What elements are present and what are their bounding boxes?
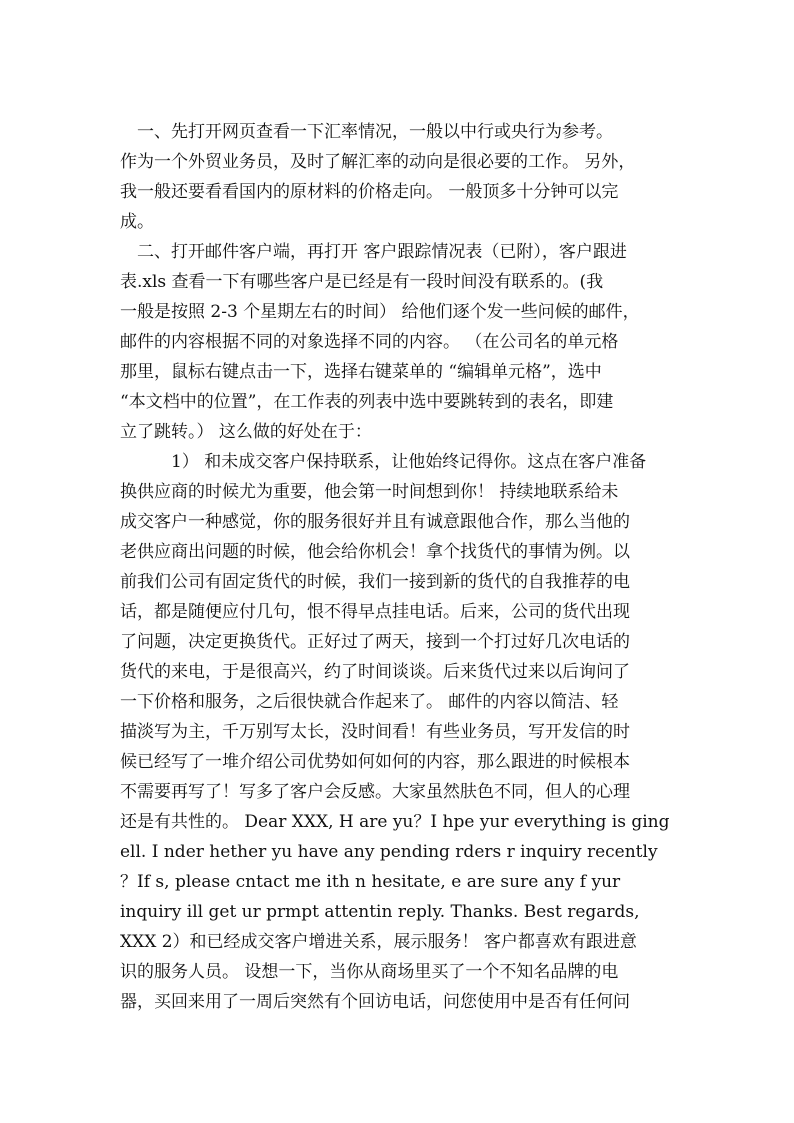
text-line: 一、先打开网页查看一下汇率情况，一般以中行或央行为参考。 <box>120 122 613 142</box>
text-line: 了问题，决定更换货代。正好过了两天，接到一个打过好几次电话的 <box>120 632 630 652</box>
document-body <box>120 117 680 1017</box>
text-line: 我一般还要看看国内的原材料的价格走向。 一般顶多十分钟可以完 <box>120 182 619 202</box>
text-line: 不需要再写了！写多了客户会反感。大家虽然肤色不同，但人的心理 <box>120 782 630 802</box>
text-line: 成。 <box>120 212 154 232</box>
text-line: 老供应商出问题的时候，他会给你机会！拿个找货代的事情为例。以 <box>120 542 630 562</box>
text-line: 那里，鼠标右键点击一下，选择右键菜单的 “编辑单元格”，选中 <box>120 362 602 382</box>
text-line: inquiry ill get ur prmpt attentin reply. Thanks. Best regards, <box>120 902 640 922</box>
text-line: 表.xls 查看一下有哪些客户是已经是有一段时间没有联系的。(我 <box>120 272 604 292</box>
text-line: 候已经写了一堆介绍公司优势如何如何的内容，那么跟进的时候根本 <box>120 752 630 772</box>
text-line: “本文档中的位置”，在工作表的列表中选中要跳转到的表名，即建 <box>120 392 614 412</box>
text-line: 邮件的内容根据不同的对象选择不同的内容。 （在公司名的单元格 <box>120 332 619 352</box>
text-line: 描淡写为主，千万别写太长，没时间看！有些业务员，写开发信的时 <box>120 722 630 742</box>
text-line: 换供应商的时候尤为重要，他会第一时间想到你！ 持续地联系给未 <box>120 482 619 502</box>
text-line: 二、打开邮件客户端，再打开 客户跟踪情况表（已附），客户跟进 <box>120 242 627 262</box>
text-line: 一下价格和服务，之后很快就合作起来了。 邮件的内容以简洁、轻 <box>120 692 619 712</box>
text-line: 识的服务人员。 设想一下，当你从商场里买了一个不知名品牌的电 <box>120 962 619 982</box>
text-line: 前我们公司有固定货代的时候，我们一接到新的货代的自我推荐的电 <box>120 572 630 592</box>
text-line: 作为一个外贸业务员，及时了解汇率的动向是很必要的工作。 另外， <box>120 152 636 172</box>
text-line: ？If s, please cntact me ith n hesitate, e are sure any f yur <box>120 872 621 892</box>
text-line: 话，都是随便应付几句，恨不得早点挂电话。后来，公司的货代出现 <box>120 602 630 622</box>
text-line: 还是有共性的。 Dear XXX, H are yu？I hpe yur everything is ging <box>120 812 670 832</box>
text-line: 立了跳转。） 这么做的好处在于： <box>120 422 372 442</box>
text-line: XXX 2）和已经成交客户增进关系，展示服务！ 客户都喜欢有跟进意 <box>120 932 637 952</box>
text-line: 1） 和未成交客户保持联系，让他始终记得你。这点在客户准备 <box>120 452 647 472</box>
text-line: 成交客户一种感觉，你的服务很好并且有诚意跟他合作，那么当他的 <box>120 512 630 532</box>
text-line: ell. I nder hether yu have any pending rders r inquiry recently <box>120 842 658 862</box>
text-line: 器，买回来用了一周后突然有个回访电话，问您使用中是否有任何问 <box>120 992 630 1012</box>
text-line: 货代的来电，于是很高兴，约了时间谈谈。后来货代过来以后询问了 <box>120 662 630 682</box>
text-line: 一般是按照 2-3 个星期左右的时间） 给他们逐个发一些问候的邮件， <box>120 302 640 322</box>
